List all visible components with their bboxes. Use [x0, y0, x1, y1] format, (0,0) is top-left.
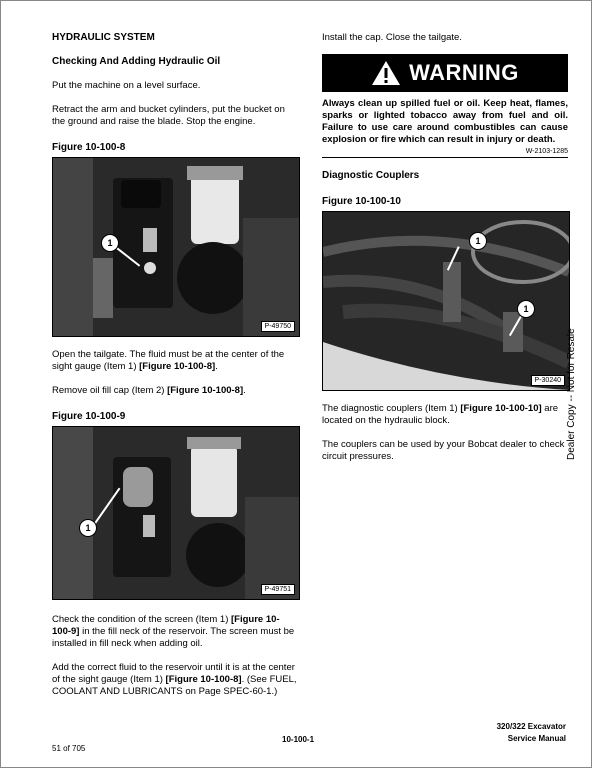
paragraph: Retract the arm and bucket cylinders, put the bucket on the ground and raise the blade. Stop the engine.: [52, 104, 285, 127]
figure-label: Figure 10-100-9: [52, 411, 126, 422]
photo-hydraulic-block: [323, 212, 569, 390]
section-title: HYDRAULIC SYSTEM: [52, 32, 155, 43]
callout-marker: 1: [101, 234, 119, 252]
warning-code: W-2103-1285: [525, 148, 568, 155]
photo-fill-neck: [53, 427, 299, 599]
warning-triangle-icon: [371, 60, 401, 86]
paragraph: The diagnostic couplers (Item 1) [Figure 10-100-10] are located on the hydraulic block.: [322, 403, 559, 426]
paragraph: The couplers can be used by your Bobcat dealer to check circuit pressures.: [322, 439, 565, 462]
callout-marker: 1: [469, 232, 487, 250]
warning-banner: [322, 54, 568, 92]
paragraph: Remove oil fill cap (Item 2) [Figure 10-100-8].: [52, 385, 246, 396]
subsection-title: Checking And Adding Hydraulic Oil: [52, 56, 221, 67]
dealer-copy-watermark: Dealer Copy -- Not for Resale: [566, 328, 577, 460]
photo-ref: P-49750: [261, 321, 295, 332]
warning-title: WARNING: [409, 60, 519, 85]
manual-type: Service Manual: [507, 734, 566, 743]
callout-marker: 1: [517, 300, 535, 318]
paragraph: Add the correct fluid to the reservoir until it is at the center of the sight gauge (Item 1) [Figure 10-100-8]. (See FUEL, COOLANT AND LUBRICANTS on Page SPEC-60-1.): [52, 662, 297, 697]
page-number: 10-100-1: [282, 735, 315, 744]
photo-ref: P-30240: [531, 375, 565, 386]
photo-ref: P-49751: [261, 584, 295, 595]
paragraph: Install the cap. Close the tailgate.: [322, 32, 462, 43]
figure-photo: [322, 211, 570, 391]
figure-label: Figure 10-100-8: [52, 142, 126, 153]
manual-model: 320/322 Excavator: [496, 722, 566, 731]
figure-label: Figure 10-100-10: [322, 196, 401, 207]
divider: [322, 157, 568, 158]
figure-photo: [52, 157, 300, 337]
figure-photo: [52, 426, 300, 600]
right-column: [322, 32, 568, 463]
paragraph: Open the tailgate. The fluid must be at the center of the sight gauge (Item 1) [Figure 10-100-8].: [52, 349, 285, 372]
paragraph: Put the machine on a level surface.: [52, 80, 201, 91]
photo-engine-reservoir: [53, 158, 299, 336]
warning-text: Always clean up spilled fuel or oil. Keep heat, flames, sparks or lighted tobacco away from fuel and oil. Failure to use care around combustibles can cause explosion or fire which can result in injury or death.: [322, 98, 568, 145]
left-column: [52, 32, 298, 698]
callout-marker: 1: [79, 519, 97, 537]
paragraph: Check the condition of the screen (Item 1) [Figure 10-100-9] in the fill neck of the reservoir. The screen must be installed in fill neck when adding oil.: [52, 614, 295, 649]
subsection-title: Diagnostic Couplers: [322, 170, 420, 181]
page-count: 51 of 705: [52, 744, 86, 753]
